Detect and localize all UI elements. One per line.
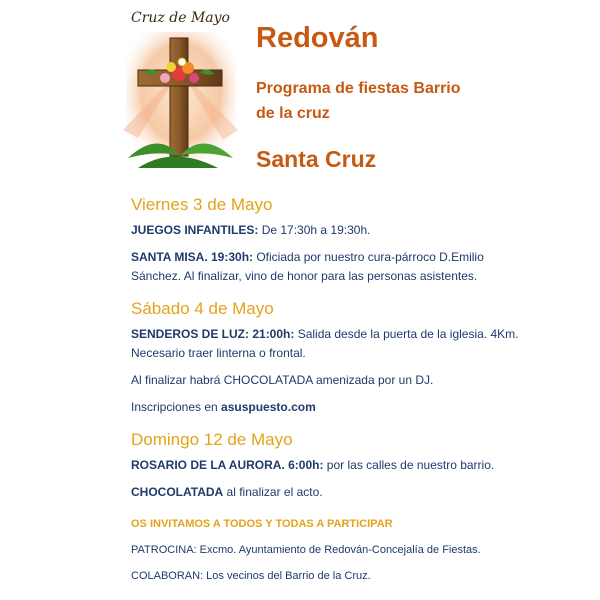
event-name: ROSARIO DE LA AURORA. 6:00h: bbox=[131, 458, 324, 472]
santa-cruz-heading: Santa Cruz bbox=[256, 146, 377, 172]
event-item bbox=[131, 371, 531, 390]
sponsor-text: PATROCINA: Excmo. Ayuntamiento de Redován-Concejalía de Fiestas. bbox=[131, 544, 481, 556]
cruz-de-mayo-poster bbox=[118, 10, 243, 170]
event-detail: Al finalizar habrá CHOCOLATADA amenizada por un DJ. bbox=[131, 373, 434, 387]
cross-icon bbox=[118, 10, 243, 170]
schedule-content bbox=[131, 194, 531, 594]
invitation-text: OS INVITAMOS A TODOS Y TODAS A PARTICIPAR bbox=[131, 518, 393, 530]
program-subtitle bbox=[256, 76, 516, 126]
event-item bbox=[131, 456, 531, 475]
event-item bbox=[131, 483, 531, 502]
day-heading: Viernes 3 de Mayo bbox=[131, 195, 273, 214]
event-name: SANTA MISA. 19:30h: bbox=[131, 250, 254, 264]
event-detail: Salida desde la puerta de la iglesia. 4Km. Necesario traer linterna o frontal. bbox=[131, 327, 519, 360]
event-item bbox=[131, 325, 531, 363]
town-title: Redován bbox=[256, 22, 379, 54]
program-subtitle-line-2: de la cruz bbox=[256, 105, 330, 122]
day-heading: Sábado 4 de Mayo bbox=[131, 299, 274, 318]
collaborators-text: COLABORAN: Los vecinos del Barrio de la Cruz. bbox=[131, 570, 371, 582]
event-detail: por las calles de nuestro barrio. bbox=[323, 458, 495, 472]
event-item bbox=[131, 248, 531, 286]
event-name: SENDEROS DE LUZ: 21:00h: bbox=[131, 327, 295, 341]
event-detail: al finalizar el acto. bbox=[223, 485, 323, 499]
event-name: CHOCOLATADA bbox=[131, 485, 224, 499]
event-detail: Inscripciones en bbox=[131, 400, 222, 414]
registration-link[interactable]: asuspuesto.com bbox=[221, 400, 316, 414]
program-subtitle-line-1: Programa de fiestas Barrio bbox=[256, 80, 461, 97]
event-detail: De 17:30h a 19:30h. bbox=[258, 223, 371, 237]
event-name: JUEGOS INFANTILES: bbox=[131, 223, 259, 237]
event-detail: Oficiada por nuestro cura-párroco D.Emilio Sánchez. Al finalizar, vino de honor para las personas asistentes. bbox=[131, 250, 484, 283]
event-item bbox=[131, 221, 531, 240]
day-heading: Domingo 12 de Mayo bbox=[131, 430, 293, 449]
event-item bbox=[131, 398, 531, 417]
poster-title: Cruz de Mayo bbox=[131, 10, 230, 26]
